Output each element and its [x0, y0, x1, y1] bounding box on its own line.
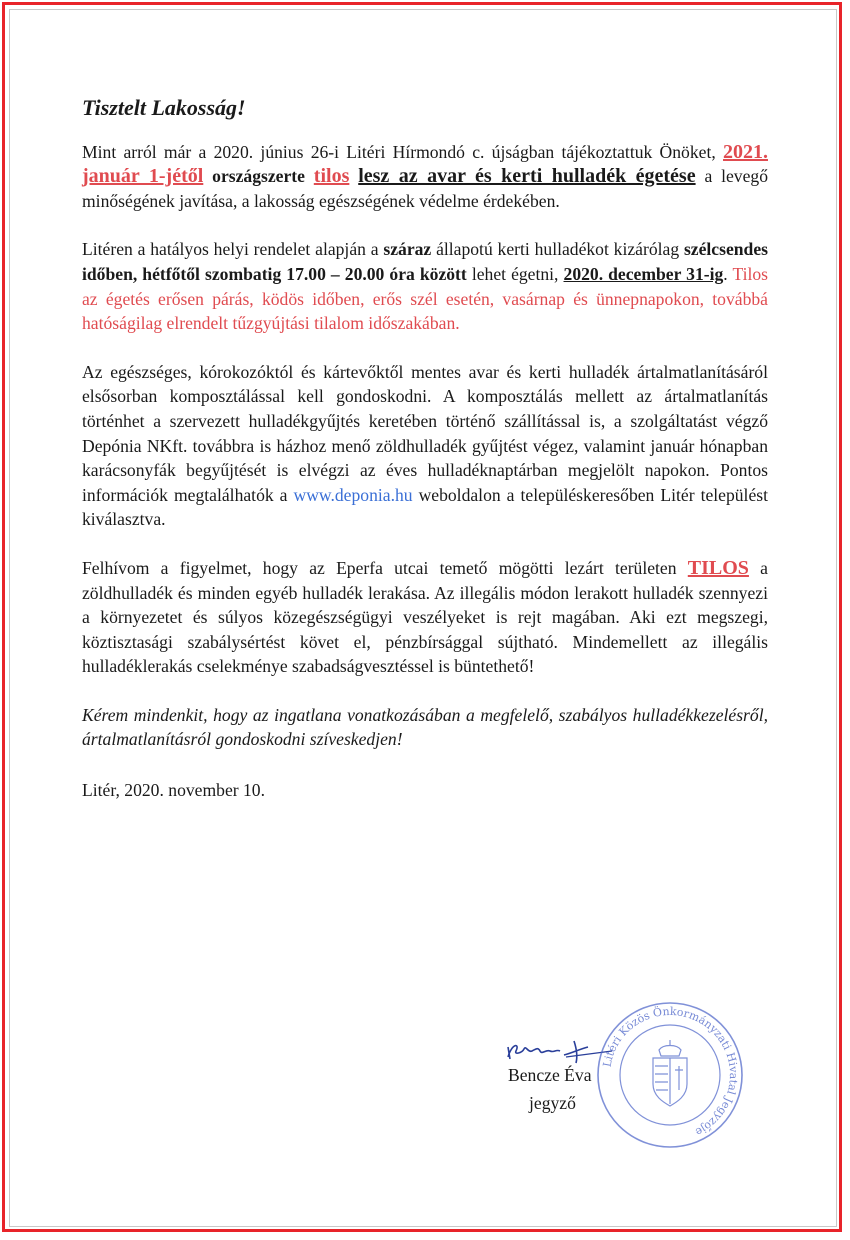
dumping-tilos-highlight: TILOS	[687, 556, 749, 579]
composting-text-2: weboldalon a településkeresőben Litér települést kiválasztva.	[82, 484, 768, 530]
rules-prohibitions: Tilos az égetés erősen párás, ködös időben, erős szél esetén, vasárnap és ünnepnapokon, továbbá hatóságilag elrendelt tűzgyújtási tilalom időszakában.	[82, 263, 768, 334]
intro-tilos-highlight: tilos	[313, 165, 350, 188]
intro-text-1: Mint arról már a 2020. június 26-i Litéri Hírmondó c. újságban tájékoztattuk Önöket,	[82, 141, 723, 162]
paragraph-request: Kérem mindenkit, hogy az ingatlana vonatkozásában a megfelelő, szabályos hulladékkezelésről, ártalmatlanításról gondoskodni szíveskedjen!	[82, 704, 768, 750]
paragraph-composting	[82, 360, 768, 532]
rules-dry: száraz	[383, 239, 432, 260]
official-stamp-icon	[595, 1000, 745, 1150]
intro-text-nationwide: országszerte	[203, 166, 314, 187]
intro-burning-ban: lesz az avar és kerti hulladék égetése	[358, 165, 696, 188]
paragraph-local-rules	[82, 237, 768, 335]
paragraph-illegal-dumping	[82, 556, 768, 679]
greeting-heading: Tisztelt Lakosság!	[82, 95, 246, 120]
composting-text-1: Az egészséges, kórokozóktól és kártevőktől mentes avar és kerti hulladék ártalmatlanításáról elsősorban komposztálással kell gondoskodni. A komposztálás mellett az ártalmatlanítás történhet a szervezett hulladékgyűjtés keretében történő szállítással is, a szolgáltatást végző Depónia NKft. továbbra is házhoz menő zöldhulladék gyűjtést végez, valamint január hónapban karácsonyfák begyűjtését is elvégzi az éves hulladéknaptárban megjelölt napokon. Pontos információk megtalálhatók a	[82, 361, 768, 505]
signer-name: Bencze Éva	[508, 1065, 592, 1085]
document-body	[82, 96, 768, 803]
rules-text-1: Litéren a hatályos helyi rendelet alapján a	[82, 239, 384, 260]
deponia-link[interactable]: www.deponia.hu	[293, 484, 413, 505]
intro-date-highlight: 2021. január 1-jétől	[82, 140, 768, 188]
paragraph-intro	[82, 140, 768, 214]
coat-of-arms-icon	[653, 1040, 687, 1106]
signer-title: jegyző	[529, 1093, 576, 1113]
intro-text-2: a levegő minőségének javítása, a lakosság egészségének védelme érdekében.	[82, 166, 768, 211]
rules-text-4: .	[723, 263, 733, 284]
rules-text-2: állapotú kerti hulladékot kizárólag	[431, 239, 684, 260]
dumping-text-1: Felhívom a figyelmet, hogy az Eperfa utcai temető mögötti lezárt területen	[82, 557, 688, 578]
dumping-text-2: a zöldhulladék és minden egyéb hulladék lerakása. Az illegális módon lerakott hulladék szennyezi a környezetet és súlyos közegészségügyi veszélyeket is rejt magában. Aki ezt megszegi, köztisztasági szabálysértést követ el, pénzbírsággal sújtható. Mindemellett az illegális hulladéklerakás cselekménye szabadságvesztéssel is büntethető!	[82, 557, 768, 677]
stamp-text: Litéri Közös Önkormányzati Hivatal Jegyzője	[600, 1004, 741, 1139]
place-and-date: Litér, 2020. november 10.	[82, 780, 266, 801]
rules-text-3: lehet égetni,	[466, 263, 564, 284]
rules-time-window: szélcsendes időben, hétfőtől szombatig 17.00 – 20.00 óra között	[82, 239, 768, 284]
rules-deadline: 2020. december 31-ig	[563, 263, 724, 284]
intro-space	[349, 166, 358, 186]
